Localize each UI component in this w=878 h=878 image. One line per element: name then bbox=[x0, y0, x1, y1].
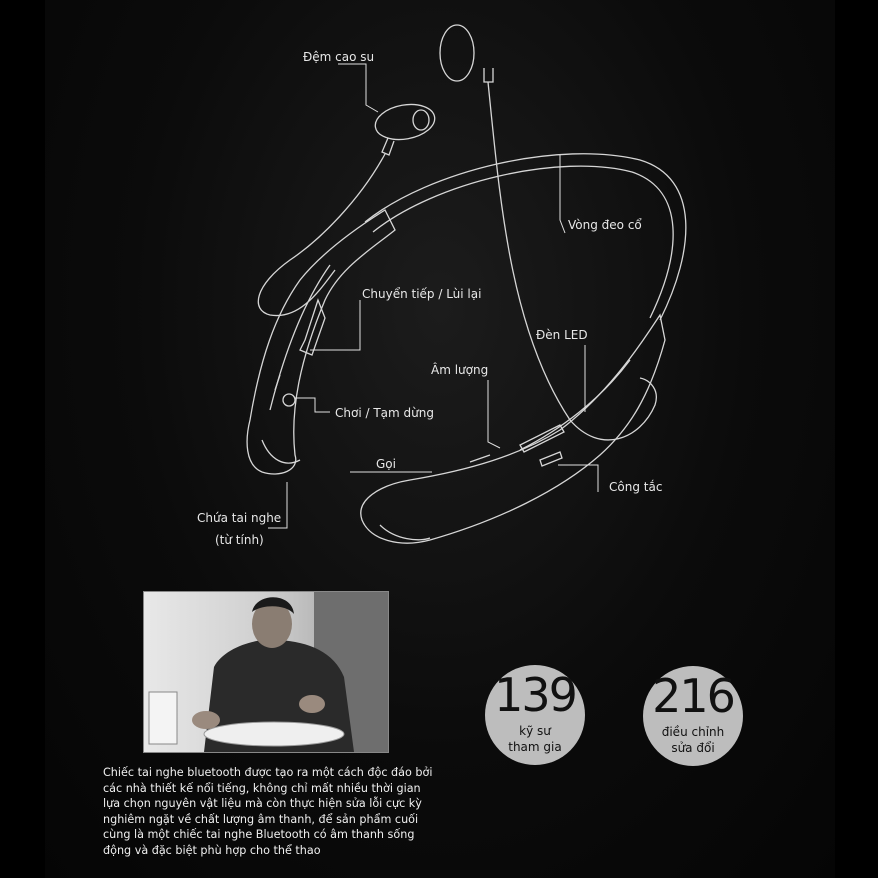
leader-forward-back bbox=[310, 300, 360, 350]
stat-engineers-caption-line1: kỹ sư bbox=[519, 724, 551, 738]
right-earbud-icon bbox=[440, 25, 656, 440]
leader-rubber-pad bbox=[338, 64, 378, 112]
product-description: Chiếc tai nghe bluetooth được tạo ra một cách độc đáo bởi các nhà thiết kế nổi tiếng, không chỉ mất nhiều thời gian lựa chọn nguyên vật liệu mà còn thực hiện sửa lỗi cực kỳ nghiêm ngặt về chất lượng âm thanh, để sản phẩm cuối cùng là một chiếc tai nghe Bluetooth có âm thanh sống động và đặc biệt phù hợp cho thể thao bbox=[103, 766, 433, 857]
label-led: Đèn LED bbox=[536, 328, 588, 342]
stat-engineers-caption bbox=[485, 723, 585, 755]
label-forward-back: Chuyển tiếp / Lùi lại bbox=[362, 287, 482, 301]
leader-play-pause bbox=[295, 398, 330, 412]
leader-volume bbox=[488, 380, 500, 448]
label-switch: Công tắc bbox=[609, 480, 663, 494]
man-eating-photo bbox=[143, 591, 389, 753]
stat-revisions-caption-line2: sửa đổi bbox=[671, 741, 715, 755]
stat-engineers-caption-line2: tham gia bbox=[508, 740, 562, 754]
label-volume: Âm lượng bbox=[431, 363, 489, 377]
label-call: Gọi bbox=[376, 457, 396, 471]
stat-revisions-number: 216 bbox=[652, 669, 734, 723]
stat-engineers bbox=[485, 665, 585, 765]
stat-revisions bbox=[643, 666, 743, 766]
stat-revisions-caption bbox=[643, 724, 743, 756]
label-holder: Chứa tai nghe bbox=[197, 511, 282, 525]
label-play-pause: Chơi / Tạm dừng bbox=[335, 406, 434, 420]
stat-engineers-number: 139 bbox=[494, 668, 576, 722]
leader-switch bbox=[558, 465, 598, 492]
left-control-body-icon bbox=[247, 210, 395, 474]
label-rubber-pad: Đệm cao su bbox=[303, 50, 375, 64]
right-control-body-icon bbox=[361, 315, 665, 543]
label-neck-band: Vòng đeo cổ bbox=[568, 218, 642, 232]
stat-revisions-caption-line1: điều chỉnh bbox=[661, 725, 725, 739]
label-holder-note: (từ tính) bbox=[215, 533, 264, 547]
